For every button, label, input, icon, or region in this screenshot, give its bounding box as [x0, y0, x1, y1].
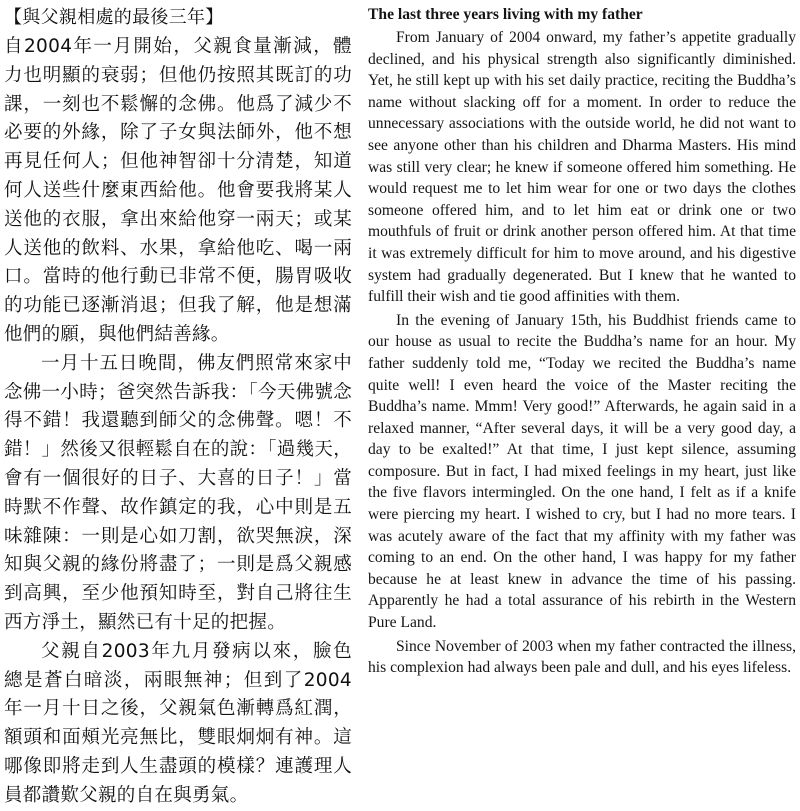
english-paragraph-3: Since November of 2003 when my father contracted the illness, his complexion had always been pale and dull, and his eyes lifeless.: [368, 637, 796, 677]
chinese-section-title: 【與父親相處的最後三年】: [4, 7, 224, 28]
chinese-paragraph-1: 自2004年一月開始，父親食量漸減，體力也明顯的衰弱；但他仍按照其既訂的功課，一刻也不鬆懈的念佛。他爲了減少不必要的外緣，除了子女與法師外，他不想再見任何人；但他神智卻十分清楚，知道何人送些什麼東西給他。他會要我將某人送他的衣服，拿出來給他穿一兩天；或某人送他的飲料、水果，拿給他吃、喝一兩口。當時的他行動已非常不便，腸胃吸收的功能已逐漸消退；但我了解，他是想滿他們的願，與他們結善緣。: [4, 36, 352, 345]
english-paragraph-2: In the evening of January 15th, his Buddhist friends came to our house as usual to recite the Buddha’s name for an hour. My father suddenly told me, “Today we recited the Buddha’s name quite well! I even heard the voice of the Master reciting the Buddha’s name. Mmm! Very good!” Afterwards, he again said in a relaxed manner, “After several days, it will be a very good day, a day to be exalted!” At that time, I just kept silence, assuming composure. But in fact, I had mixed feelings in my heart, just like the five flavors intermingled. On the one hand, I felt as if a knife were piercing my heart. I wished to cry, but I had no more tears. I was acutely aware of the fact that my affinity with my father was coming to an end. On the other hand, I was happy for my father because he at least knew in advance the time of his passing. Apparently he had a total assurance of his rebirth in the Western Pure Land.: [368, 311, 796, 632]
english-paragraph-1: From January of 2004 onward, my father’s appetite gradually declined, and his physical strength also significantly diminished. Yet, he still kept up with his set daily practice, reciting the Buddha’s name without slacking off for a moment. In order to reduce the unnecessary associations with the outside world, he did not want to see anyone other than his children and Dharma Masters. His mind was still very clear; he knew if someone offered him something. He would request me to let him wear for one or two days the clothes someone offered him, and to let him eat or drink one or two mouthfuls of fruit or drink another person offered him. At that time it was extremely difficult for him to move around, and his digestive system had gradually degenerated. But I knew that he wanted to fulfill their wish and tie good affinities with them.: [368, 29, 796, 306]
english-column: [368, 4, 796, 681]
english-section-title: The last three years living with my father: [368, 6, 643, 23]
chinese-paragraph-3: 父親自2003年九月發病以來，臉色總是蒼白暗淡，兩眼無神；但到了2004年一月十日之後，父親氣色漸轉爲紅潤，額頭和面頰光亮無比，雙眼炯炯有神。這哪像即將走到人生盡頭的模樣？連護理人員都讚歎父親的自在與勇氣。: [4, 640, 352, 806]
chinese-paragraph-2: 一月十五日晚間，佛友們照常來家中念佛一小時；爸突然告訴我：「今天佛號念得不錯！我還聽到師父的念佛聲。嗯！不錯！」然後又很輕鬆自在的說：「過幾天，會有一個很好的日子、大喜的日子！」當時默不作聲、故作鎮定的我，心中則是五味雜陳：一則是心如刀割，欲哭無淚，深知與父親的緣份將盡了；一則是爲父親感到高興，至少他預知時至，對自己將往生西方淨土，顯然已有十足的把握。: [4, 352, 352, 633]
chinese-column: [4, 6, 352, 811]
